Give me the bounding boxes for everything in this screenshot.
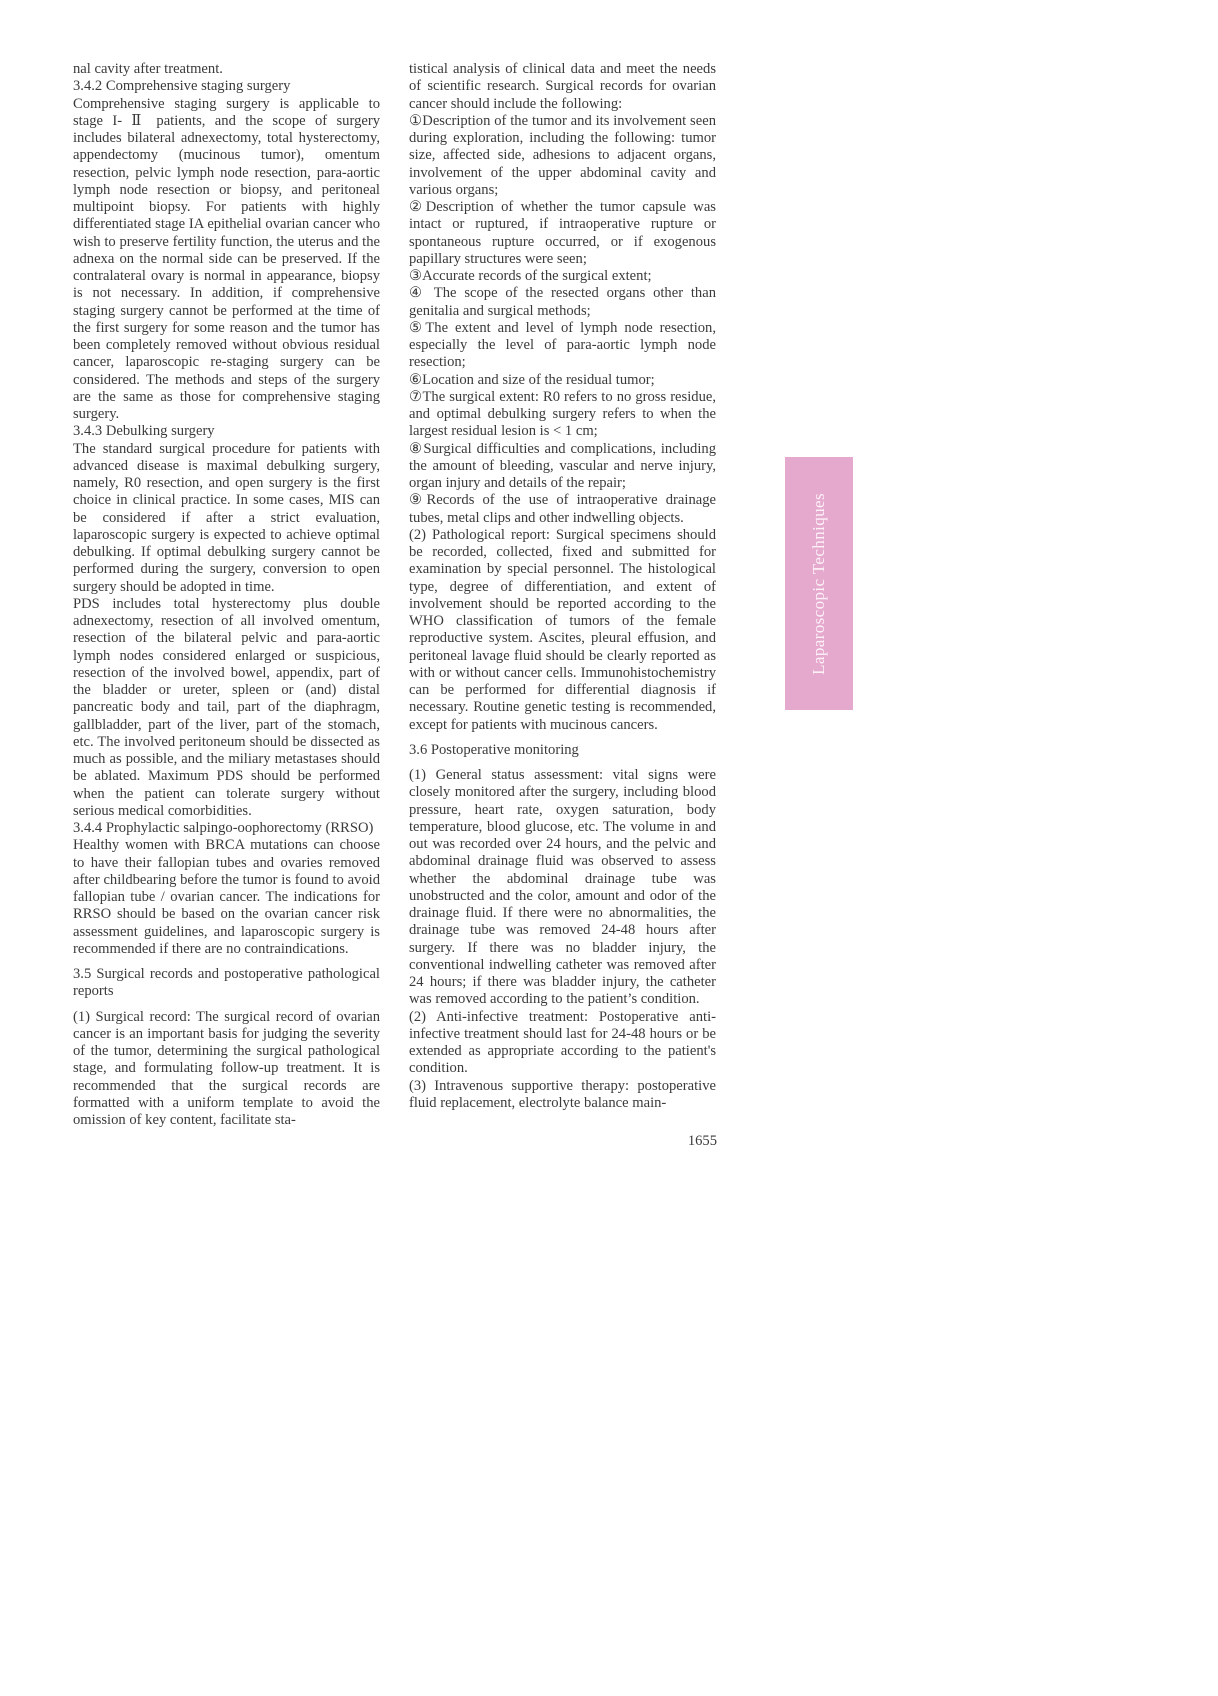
body-paragraph: PDS includes total hysterectomy plus double adnexectomy, resection of all involved omentum, resection of the bilateral pelvic and para-aortic lymph nodes considered enlarged or suspicious, resection of the involved bowel, appendix, part of the bladder or ureter, spleen or (and) distal pancreatic body and tail, part of the diaphragm, gallbladder, part of the liver, part of the stomach, etc. The involved peritoneum should be dissected as much as possible, and the miliary metastases should be ablated. Maximum PDS should be performed when the patient can tolerate surgery without serious medical comorbidities. xyxy=(73,595,380,819)
numbered-item: ③Accurate records of the surgical extent; xyxy=(409,268,652,284)
numbered-item: ②Description of whether the tumor capsule was intact or ruptured, if intraoperative rupture or spontaneous rupture occurred, or if exogenous papillary structures were seen; xyxy=(409,199,716,267)
continuation-paragraph: tistical analysis of clinical data and meet the needs of scientific research. Surgical records for ovarian cancer should include the following: xyxy=(409,61,716,112)
section-subheading: 3.4.2 Comprehensive staging surgery xyxy=(73,78,291,95)
body-paragraph: (2) Pathological report: Surgical specimens should be recorded, collected, fixed and submitted for examination by special personnel. The histological type, degree of differentiation, and extent of involvement should be reported according to the WHO classification of tumors of the female reproductive system. Ascites, pleural effusion, and peritoneal lavage fluid should be clearly reported as with or without cancer cells. Immunohistochemistry can be performed for differential diagnosis if necessary. Routine genetic testing is recommended, except for patients with mucinous cancers. xyxy=(409,526,716,733)
body-paragraph: The standard surgical procedure for patients with advanced disease is maximal debulking surgery, namely, R0 resection, and open surgery is the first choice in clinical practice. In some cases, MIS can be considered if after a strict evaluation, laparoscopic surgery is expected to achieve optimal debulking. If optimal debulking surgery cannot be performed during the surgery, conversion to open surgery should be adopted in time. xyxy=(73,440,380,595)
body-paragraph: (2) Anti-infective treatment: Postoperative anti-infective treatment should last for 24-48 hours or be extended as appropriate according to the patient's condition. xyxy=(409,1008,716,1077)
numbered-item: ⑨Records of the use of intraoperative drainage tubes, metal clips and other indwelling objects. xyxy=(409,492,716,526)
numbered-item: ④ The scope of the resected organs other than genitalia and surgical methods; xyxy=(409,285,716,319)
article-body xyxy=(73,61,717,1129)
continuation-paragraph: nal cavity after treatment. xyxy=(73,61,223,77)
section-heading: 3.5 Surgical records and postoperative pathological reports xyxy=(73,966,380,1000)
numbered-item: ⑤The extent and level of lymph node resection, especially the level of para-aortic lymph node resection; xyxy=(409,319,716,371)
body-paragraph: Comprehensive staging surgery is applicable to stage I- Ⅱ patients, and the scope of surgery includes bilateral adnexectomy, total hysterectomy, appendectomy (mucinous tumor), omentum resection, pelvic lymph node resection, para-aortic lymph node resection or biopsy, and peritoneal multipoint biopsy. For patients with highly differentiated stage IA epithelial ovarian cancer who wish to preserve fertility function, the uterus and the adnexa on the normal side can be preserved. If the contralateral ovary is normal in appearance, biopsy is not necessary. In addition, if comprehensive staging surgery cannot be performed at the time of the first surgery for some reason and the tumor has been completely removed without obvious residual cancer, laparoscopic re-staging surgery can be considered. The methods and steps of the surgery are the same as those for comprehensive staging surgery. xyxy=(73,95,380,422)
body-paragraph: (1) General status assessment: vital signs were closely monitored after the surgery, including blood pressure, heart rate, oxygen saturation, body temperature, blood glucose, etc. The volume in and out was recorded over 24 hours, and the pelvic and abdominal drainage fluid was observed to assess whether the abdominal drainage tube was unobstructed and the color, amount and odor of the drainage fluid. If there were no abnormalities, the drainage tube was removed 24-48 hours after surgery. If there was no bladder injury, the conventional indwelling catheter was removed after 24 hours; if there was bladder injury, the catheter was removed according to the patient’s condition. xyxy=(409,767,716,1008)
page-number: 1655 xyxy=(687,1133,717,1149)
section-heading: 3.6 Postoperative monitoring xyxy=(409,741,579,758)
side-tab xyxy=(785,457,853,710)
body-paragraph: (3) Intravenous supportive therapy: postoperative fluid replacement, electrolyte balance main- xyxy=(409,1077,716,1111)
section-subheading: 3.4.4 Prophylactic salpingo-oophorectomy (RRSO) xyxy=(73,820,374,836)
numbered-item: ⑥Location and size of the residual tumor; xyxy=(409,371,655,388)
section-subheading: 3.4.3 Debulking surgery xyxy=(73,423,215,440)
body-paragraph: Healthy women with BRCA mutations can choose to have their fallopian tubes and ovaries removed after childbearing before the tumor is found to avoid fallopian tube / ovarian cancer. The indications for RRSO should be based on the ovarian cancer risk assessment guidelines, and laparoscopic surgery is recommended if there are no contraindications. xyxy=(73,837,380,957)
numbered-item: ⑦The surgical extent: R0 refers to no gross residue, and optimal debulking surgery refers to when the largest residual lesion is < 1 cm; xyxy=(409,388,716,440)
numbered-item: ⑧Surgical difficulties and complications, including the amount of bleeding, vascular and nerve injury, organ injury and details of the repair; xyxy=(409,440,716,491)
right-column xyxy=(409,61,716,1129)
left-column xyxy=(73,61,380,1129)
side-tab-label: Laparoscopic Techniques xyxy=(809,492,828,675)
numbered-item: ①Description of the tumor and its involvement seen during exploration, including the following: tumor size, affected side, adhesions to adjacent organs, involvement of the upper abdominal cavity and various organs; xyxy=(409,112,716,198)
body-paragraph: (1) Surgical record: The surgical record of ovarian cancer is an important basis for judging the severity of the tumor, determining the surgical pathological stage, and formulating follow-up treatment. It is recommended that the surgical records are formatted with a uniform template to avoid the omission of key content, facilitate sta- xyxy=(73,1008,380,1128)
